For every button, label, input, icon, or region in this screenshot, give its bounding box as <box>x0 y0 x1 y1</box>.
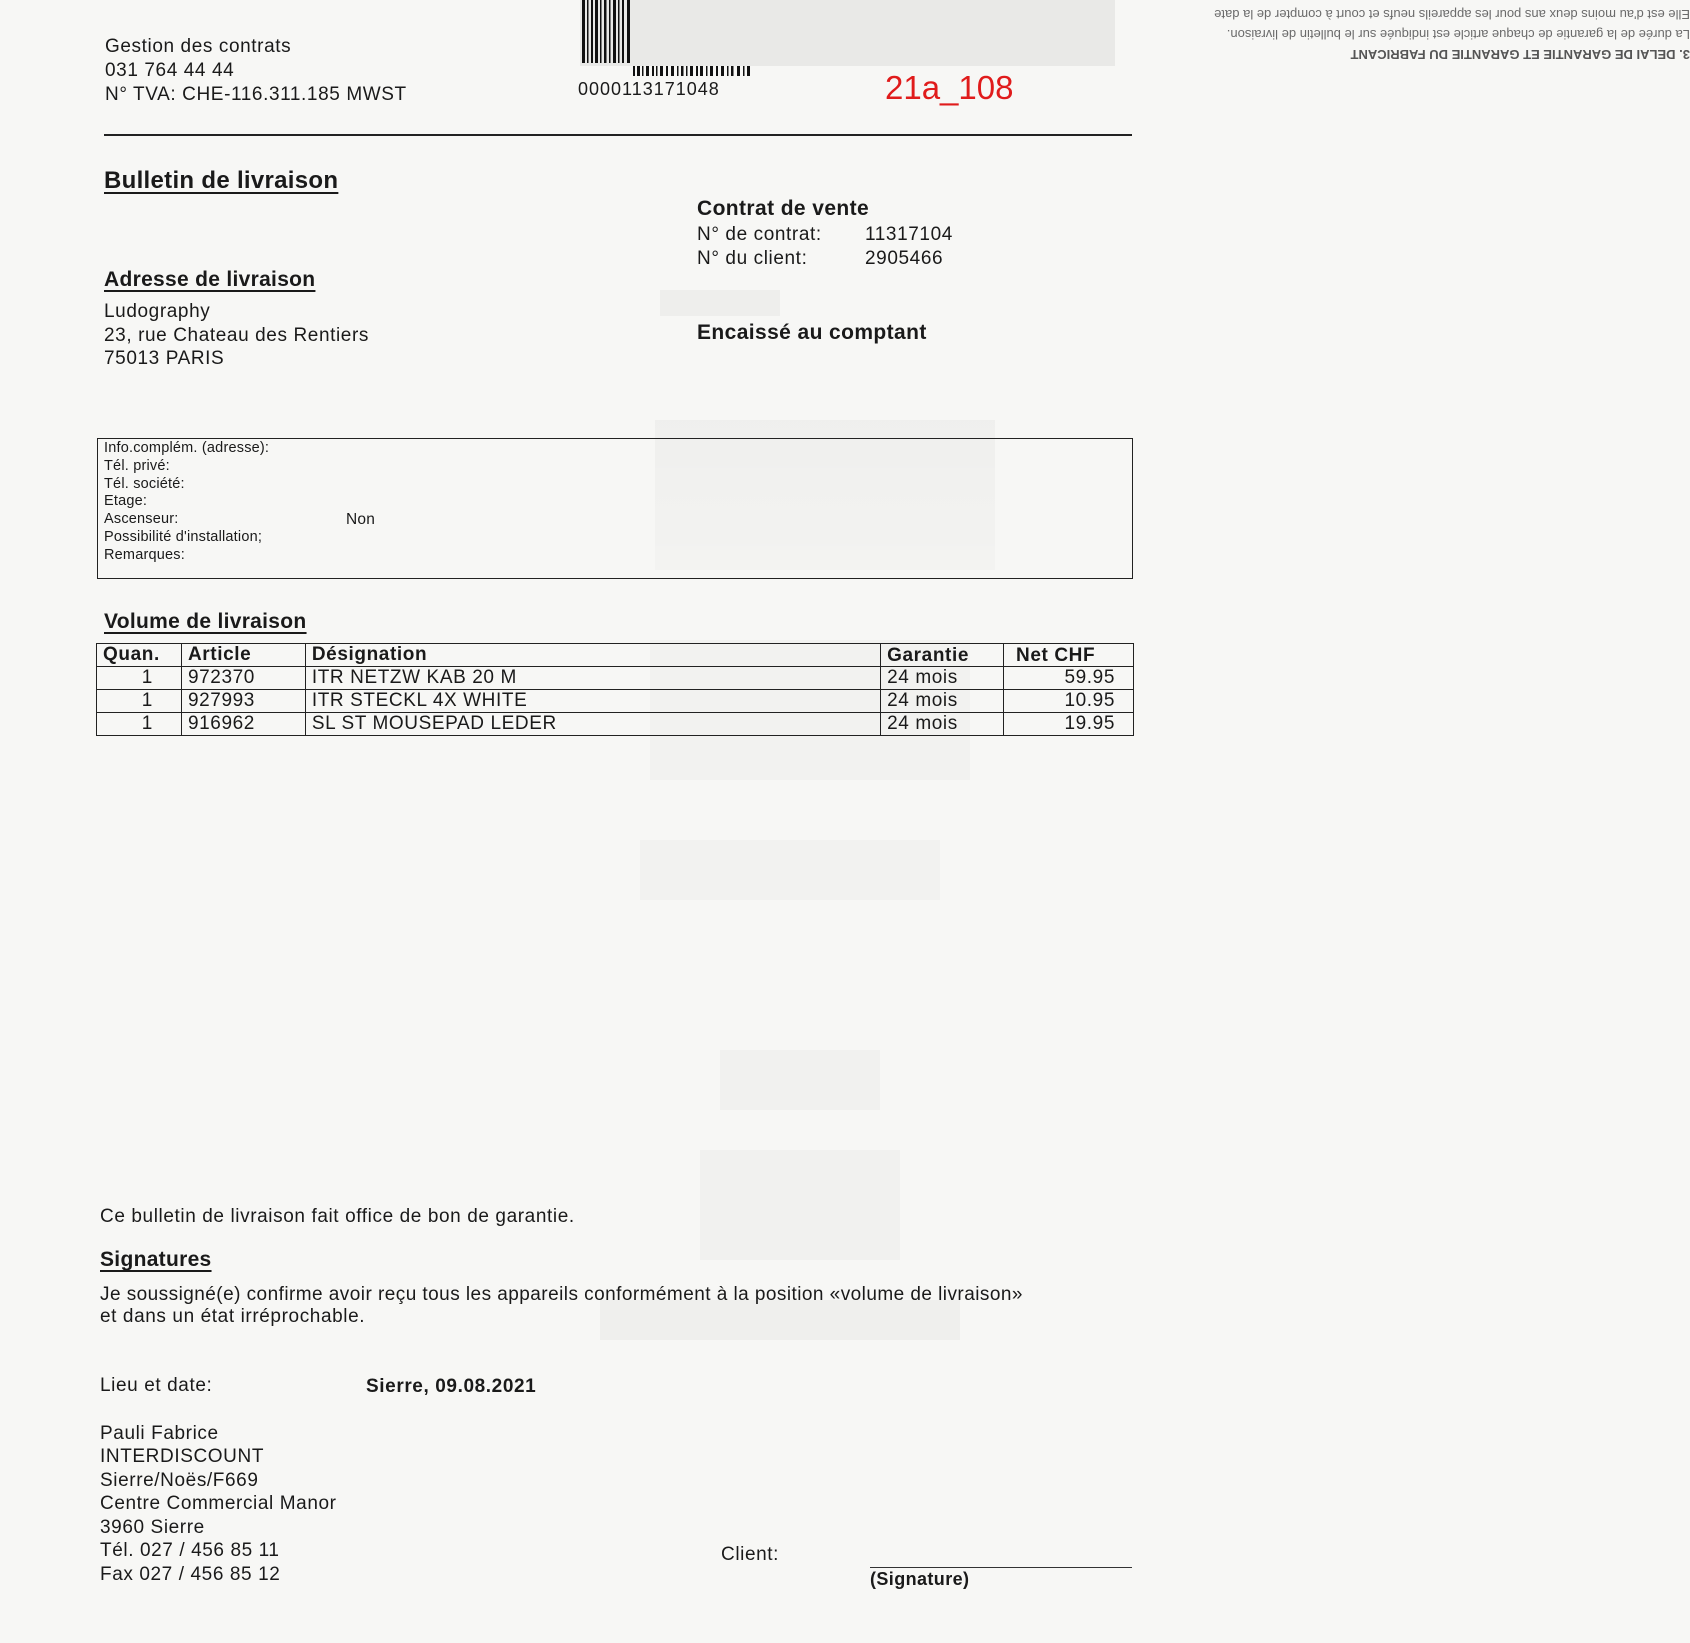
barcode-number: 0000113171048 <box>578 79 720 99</box>
delivery-city: 75013 PARIS <box>104 348 225 369</box>
col-warranty: Garantie <box>881 644 1004 667</box>
delivery-address-heading: Adresse de livraison <box>104 268 316 291</box>
cell-net: 19.95 <box>1004 713 1134 736</box>
client-number: 2905466 <box>865 248 944 269</box>
signatures-heading: Signatures <box>100 1248 212 1271</box>
confirmation-line-2: et dans un état irréprochable. <box>100 1306 366 1327</box>
contract-number: 11317104 <box>865 224 953 245</box>
info-row: Possibilité d'installation; <box>104 528 263 545</box>
seller-phone: Tél. 027 / 456 85 11 <box>100 1540 280 1561</box>
client-number-label: N° du client: <box>697 248 808 269</box>
reference-code: 21a_108 <box>885 69 1014 106</box>
signature-line <box>870 1567 1132 1568</box>
cell-article: 916962 <box>181 713 305 736</box>
col-quantity: Quan. <box>97 644 182 667</box>
table-row <box>97 667 1134 690</box>
place-date-label: Lieu et date: <box>100 1375 213 1396</box>
department-phone: 031 764 44 44 <box>105 60 235 81</box>
seller-branch: Sierre/Noës/F669 <box>100 1470 259 1491</box>
sticker-text: 3. DELAI DE GARANTIE ET GARANTIE DU FABRICANT La durée de la garantie de chaque article est indiquée sur le bulletin de livraison. Elle est d'au moins deux ans pour les appareils neufs et court à compter de la date <box>1214 7 1690 62</box>
cell-designation: ITR NETZW KAB 20 M <box>305 667 880 690</box>
seller-name: Pauli Fabrice <box>100 1423 219 1444</box>
seller-fax: Fax 027 / 456 85 12 <box>100 1564 281 1585</box>
client-label: Client: <box>721 1544 780 1565</box>
additional-info-box <box>97 438 1133 579</box>
cell-warranty: 24 mois <box>881 713 1004 736</box>
cell-quantity: 1 <box>97 667 182 690</box>
info-row: Remarques: <box>104 546 185 563</box>
contract-heading: Contrat de vente <box>697 197 870 220</box>
guarantee-note: Ce bulletin de livraison fait office de bon de garantie. <box>100 1206 575 1227</box>
info-row: Tél. privé: <box>104 457 170 474</box>
table-header-row <box>97 644 1134 667</box>
seller-city: 3960 Sierre <box>100 1517 205 1538</box>
cell-article: 972370 <box>181 667 305 690</box>
barcode <box>582 0 772 80</box>
seller-company: INTERDISCOUNT <box>100 1446 265 1467</box>
cell-designation: ITR STECKL 4X WHITE <box>305 690 880 713</box>
signature-label: (Signature) <box>870 1569 970 1589</box>
delivery-name: Ludography <box>104 301 211 322</box>
table-row <box>97 690 1134 713</box>
cell-designation: SL ST MOUSEPAD LEDER <box>305 713 880 736</box>
confirmation-line-1: Je soussigné(e) confirme avoir reçu tous les appareils conformément à la position «volume de livraison» <box>100 1284 1023 1305</box>
cell-article: 927993 <box>181 690 305 713</box>
payment-method: Encaissé au comptant <box>697 321 927 344</box>
cell-net: 59.95 <box>1004 667 1134 690</box>
cell-quantity: 1 <box>97 690 182 713</box>
col-article: Article <box>181 644 305 667</box>
col-net-chf: Net CHF <box>1004 644 1134 667</box>
department-name: Gestion des contrats <box>105 36 292 57</box>
contract-number-label: N° de contrat: <box>697 224 822 245</box>
info-row: Info.complém. (adresse): <box>104 440 270 456</box>
header-divider <box>104 134 1132 136</box>
vat-number: N° TVA: CHE-116.311.185 MWST <box>105 84 407 105</box>
seller-location: Centre Commercial Manor <box>100 1493 337 1514</box>
cell-warranty: 24 mois <box>881 690 1004 713</box>
col-designation: Désignation <box>305 644 880 667</box>
cell-net: 10.95 <box>1004 690 1134 713</box>
volume-heading: Volume de livraison <box>104 610 307 633</box>
delivery-items-table <box>96 643 1134 736</box>
info-row: Tél. société: <box>104 475 185 492</box>
place-date-value: Sierre, 09.08.2021 <box>366 1376 537 1397</box>
info-row: Ascenseur: Non <box>104 511 376 529</box>
cell-warranty: 24 mois <box>881 667 1004 690</box>
info-row: Etage: <box>104 493 148 510</box>
delivery-street: 23, rue Chateau des Rentiers <box>104 325 370 346</box>
table-row <box>97 713 1134 736</box>
page-title: Bulletin de livraison <box>104 167 339 194</box>
cell-quantity: 1 <box>97 713 182 736</box>
